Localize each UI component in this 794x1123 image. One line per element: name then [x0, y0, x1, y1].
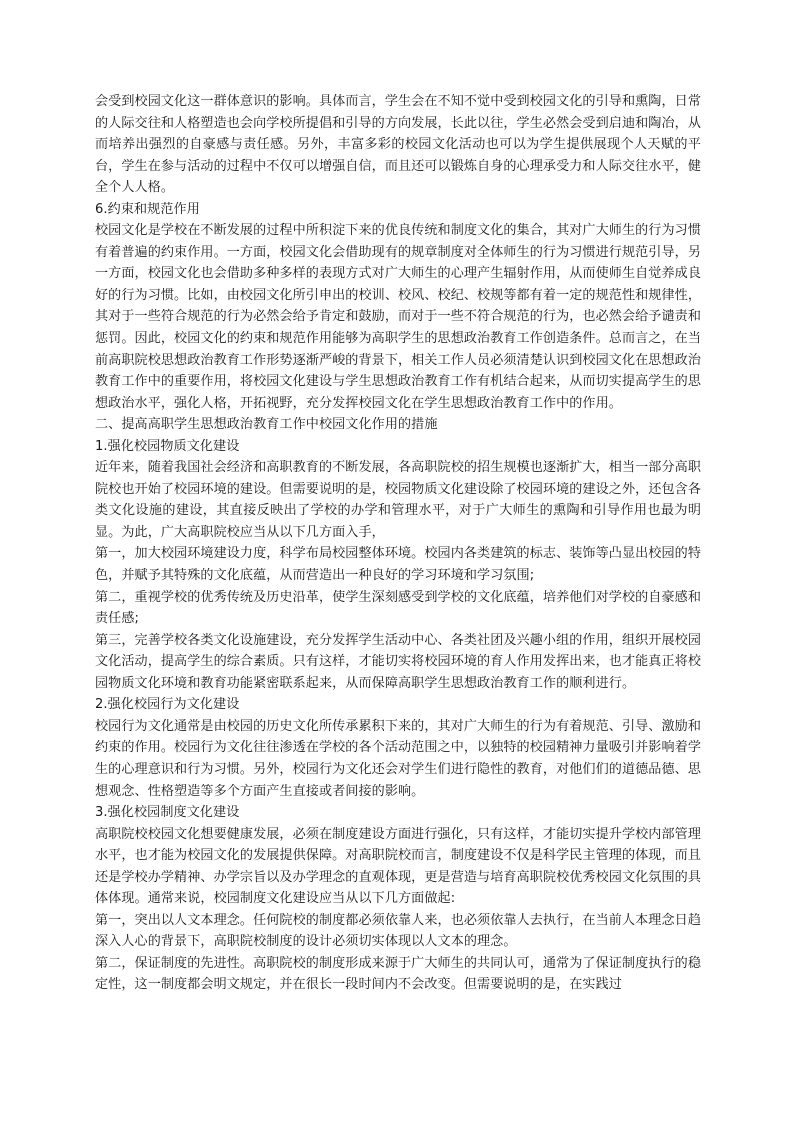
paragraph: 近年来，随着我国社会经济和高职教育的不断发展，各高职院校的招生规模也逐渐扩大，相当一部分高职院校也开始了校园环境的建设。但需要说明的是，校园物质文化建设除了校园环境的建设之外，还包含各类文化设施的建设，其直接反映出了学校的办学和管理水平，对于广大师生的熏陶和引导作用也最为明显。为此，广大高职院校应当从以下几方面入手， — [95, 460, 701, 540]
subsection-heading: 3.强化校园制度文化建设 — [95, 805, 240, 821]
paragraph: 第三，完善学校各类文化设施建设，充分发挥学生活动中心、各类社团及兴趣小组的作用，组织开展校园文化活动，提高学生的综合素质。只有这样，才能切实将校园环境的育人作用发挥出来，也才能真正将校园物质文化环境和教育功能紧密联系起来，从而保障高职学生思想政治教育工作的顺利进行。 — [95, 632, 701, 691]
paragraph: 校园文化是学校在不断发展的过程中所积淀下来的优良传统和制度文化的集合，其对广大师生的行为习惯有着普遍的约束作用。一方面，校园文化会借助现有的规章制度对全体师生的行为习惯进行规范引导，另一方面，校园文化也会借助多种多样的表现方式对广大师生的心理产生辐射作用，从而使师生自觉养成良好的行为习惯。比如，由校园文化所引申出的校训、校风、校纪、校规等都有着一定的规范性和规律性，其对于一些符合规范的行为必然会给予肯定和鼓励，而对于一些不符合规范的行为，也必然会给予谴责和惩罚。因此，校园文化的约束和规范作用能够为高职学生的思想政治教育工作创造条件。总而言之，在当前高职院校思想政治教育工作形势逐渐严峻的背景下，相关工作人员必须清楚认识到校园文化在思想政治教育工作中的重要作用，将校园文化建设与学生思想政治教育工作有机结合起来，从而切实提高学生的思想政治水平，强化人格，开拓视野，充分发挥校园文化在学生思想政治教育工作中的作用。 — [95, 223, 701, 411]
paragraph: 第二，重视学校的优秀传统及历史沿革，使学生深刻感受到学校的文化底蕴，培养他们对学校的自豪感和责任感; — [95, 589, 701, 627]
subsection-heading: 1.强化校园物质文化建设 — [95, 438, 240, 454]
paragraph: 会受到校园文化这一群体意识的影响。具体而言，学生会在不知不觉中受到校园文化的引导和熏陶，日常的人际交往和人格塑造也会向学校所提倡和引导的方向发展，长此以往，学生必然会受到启迪和陶冶，从而培养出强烈的自豪感与责任感。另外，丰富多彩的校园文化活动也可以为学生提供展现个人天赋的平台，学生在参与活动的过程中不仅可以增强自信，而且还可以锻炼自身的心理承受力和人际交往水平，健全个人人格。 — [95, 94, 701, 196]
paragraph: 第二，保证制度的先进性。高职院校的制度形成来源于广大师生的共同认可，通常为了保证制度执行的稳定性，这一制度都会明文规定，并在很长一段时间内不会改变。但需要说明的是，在实践过 — [95, 955, 701, 993]
document-page — [95, 91, 701, 996]
subsection-heading: 2.强化校园行为文化建设 — [95, 697, 240, 713]
paragraph: 第一，加大校园环境建设力度，科学布局校园整体环境。校园内各类建筑的标志、装饰等凸显出校园的特色，并赋予其特殊的文化底蕴，从而营造出一种良好的学习环境和学习氛围; — [95, 546, 701, 584]
section-heading: 二、提高高职学生思想政治教育工作中校园文化作用的措施 — [95, 417, 438, 433]
subsection-heading: 6.约束和规范作用 — [95, 201, 200, 217]
paragraph: 第一，突出以人文本理念。任何院校的制度都必须依靠人来，也必须依靠人去执行，在当前人本理念日趋深入人心的背景下，高职院校制度的设计必须切实体现以人文本的理念。 — [95, 912, 701, 950]
paragraph: 高职院校校园文化想要健康发展，必须在制度建设方面进行强化，只有这样，才能切实提升学校内部管理水平，也才能为校园文化的发展提供保障。对高职院校而言，制度建设不仅是科学民主管理的体现，而且还是学校办学精神、办学宗旨以及办学理念的直观体现，更是营造与培育高职院校优秀校园文化氛围的具体体现。通常来说，校园制度文化建设应当从以下几方面做起: — [95, 826, 701, 907]
paragraph: 校园行为文化通常是由校园的历史文化所传承累积下来的，其对广大师生的行为有着规范、引导、激励和约束的作用。校园行为文化往往渗透在学校的各个活动范围之中，以独特的校园精神力量吸引并影响着学生的心理意识和行为习惯。另外，校园行为文化还会对学生们进行隐性的教育，对他们们的道德品德、思想观念、性格塑造等多个方面产生直接或者间接的影响。 — [95, 718, 701, 799]
